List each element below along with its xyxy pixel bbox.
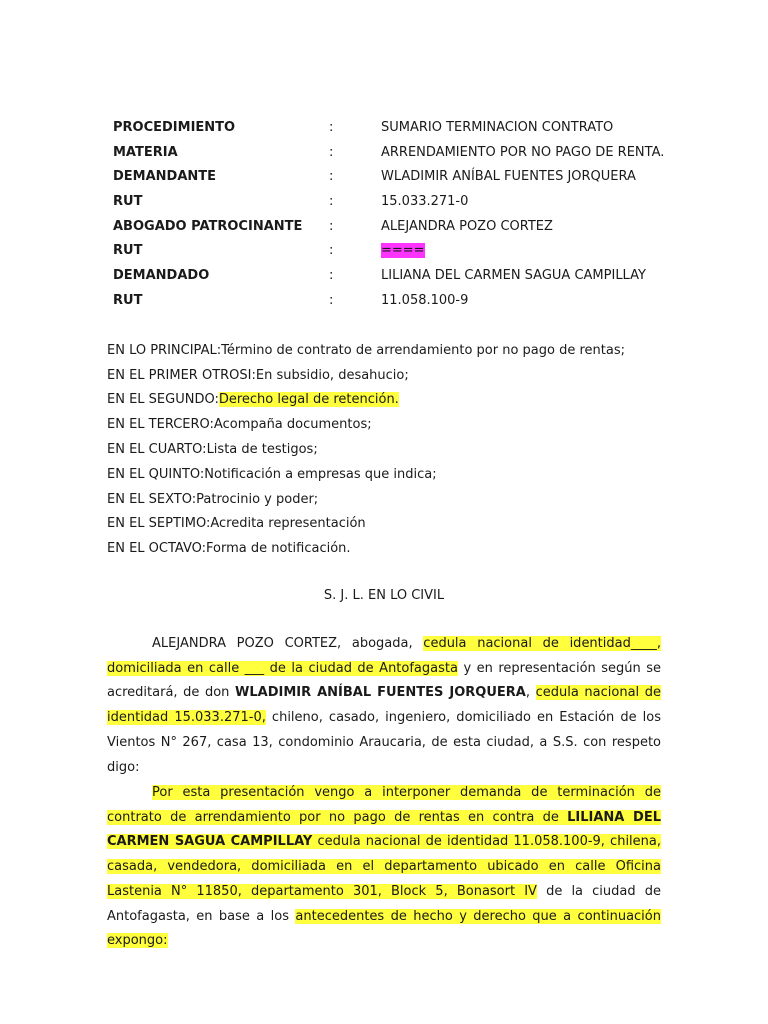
sumilla-prefix: EN EL OCTAVO:	[107, 541, 207, 557]
sumilla-prefix: EN EL SEXTO:	[107, 491, 197, 507]
header-value: SUMARIO TERMINACION CONTRATO	[381, 119, 614, 135]
header-colon: :	[329, 292, 334, 308]
header-row-demandado	[113, 263, 664, 288]
bold-segment: LILIANA DEL CARMEN SAGUA CAMPILLAY	[107, 809, 662, 850]
bold-segment: WLADIMIR ANÍBAL FUENTES JORQUERA	[235, 685, 526, 701]
header-label: MATERIA	[113, 144, 178, 160]
header-row-procedimiento	[113, 115, 664, 140]
text-segment: ,	[525, 685, 536, 701]
header-value: 11.058.100-9	[381, 292, 469, 308]
sumilla-item	[107, 536, 625, 561]
sumilla-text: Forma de notificación.	[206, 541, 351, 557]
sumilla-list	[107, 338, 625, 561]
sumilla-text: Patrocinio y poder;	[196, 491, 319, 507]
header-value: ARRENDAMIENTO POR NO PAGO DE RENTA.	[381, 144, 665, 160]
sumilla-item	[107, 512, 625, 537]
header-value: 15.033.271-0	[381, 193, 469, 209]
highlight-segment: antecedentes de hecho y derecho que a continuación expongo:	[107, 908, 661, 949]
header-value: WLADIMIR ANÍBAL FUENTES JORQUERA	[381, 169, 636, 185]
text-segment: de la ciudad de Antofagasta, en base a los	[107, 883, 661, 924]
sumilla-prefix: EN LO PRINCIPAL:	[107, 342, 222, 358]
sumilla-prefix: EN EL PRIMER OTROSI:	[107, 367, 256, 383]
header-colon: :	[329, 243, 334, 259]
sumilla-text: Notificación a empresas que indica;	[204, 466, 437, 482]
header-colon: :	[329, 267, 334, 283]
header-row-rut-demandado	[113, 288, 664, 313]
sumilla-item	[107, 412, 625, 437]
body-paragraph-1	[107, 632, 661, 780]
sumilla-item	[107, 363, 625, 388]
sumilla-prefix: EN EL TERCERO:	[107, 417, 214, 433]
sumilla-prefix: EN EL SEPTIMO:	[107, 516, 211, 532]
text-segment: chileno, casado, ingeniero, domiciliado en Estación de los Vientos N° 267, casa 13, condominio Araucaria, de esta ciudad, a S.S. con respeto digo:	[107, 710, 661, 775]
header-row-materia	[113, 140, 664, 165]
header-colon: :	[329, 193, 334, 209]
sumilla-text: Lista de testigos;	[206, 442, 318, 458]
header-label: RUT	[113, 193, 143, 209]
court-address: S. J. L. EN LO CIVIL	[323, 588, 445, 603]
highlight-segment: domiciliada en calle ___ de la ciudad de Antofagasta	[107, 660, 458, 676]
header-colon: :	[329, 144, 334, 160]
sumilla-item	[107, 487, 625, 512]
sumilla-text: En subsidio, desahucio;	[255, 367, 409, 383]
sumilla-prefix: EN EL CUARTO:	[107, 442, 207, 458]
highlight-segment	[107, 785, 661, 899]
text-segment: ALEJANDRA POZO CORTEZ, abogada,	[152, 636, 424, 651]
highlight-segment: cedula nacional de identidad____,	[423, 636, 661, 651]
body-paragraph-2	[107, 781, 661, 954]
sumilla-item	[107, 437, 625, 462]
header-value-placeholder: ====	[381, 243, 425, 259]
sumilla-text: Término de contrato de arrendamiento por no pago de rentas;	[221, 342, 625, 358]
header-label: PROCEDIMIENTO	[113, 119, 236, 135]
header-label: DEMANDANTE	[113, 169, 217, 185]
header-colon: :	[329, 169, 334, 185]
sumilla-item	[107, 462, 625, 487]
sumilla-text: Acredita representación	[210, 516, 366, 532]
sumilla-text-highlighted: Derecho legal de retención.	[218, 392, 399, 408]
header-label: RUT	[113, 243, 143, 259]
sumilla-prefix: EN EL QUINTO:	[107, 466, 205, 482]
text-segment: y en representación según se acreditará, de don	[107, 660, 662, 701]
header-colon: :	[329, 119, 334, 135]
sumilla-text: Acompaña documentos;	[213, 417, 372, 433]
header-label: ABOGADO PATROCINANTE	[113, 218, 303, 234]
header-label: DEMANDADO	[113, 267, 210, 283]
header-row-demandante	[113, 164, 664, 189]
header-row-rut-demandante	[113, 189, 664, 214]
sumilla-prefix: EN EL SEGUNDO:	[107, 392, 219, 408]
text-segment: Por esta presentación vengo a interponer demanda de terminación de contrato de arrendamiento por no pago de rentas en contra de	[107, 785, 661, 825]
text-segment: cedula nacional de identidad 11.058.100-9, chilena, casada, vendedora, domiciliada en el departamento ubicado en calle Oficina Lastenia N° 11850, departamento 301, Block 5, Bonasort IV	[107, 834, 661, 899]
header-value: LILIANA DEL CARMEN SAGUA CAMPILLAY	[381, 267, 646, 283]
header-row-abogado	[113, 214, 664, 239]
header-label: RUT	[113, 292, 143, 308]
header-colon: :	[329, 218, 334, 234]
case-header	[113, 115, 664, 313]
sumilla-item	[107, 338, 625, 363]
header-row-rut-abogado	[113, 238, 664, 263]
highlight-segment: cedula nacional de identidad 15.033.271-0,	[107, 685, 661, 726]
sumilla-item	[107, 388, 625, 413]
header-value: ALEJANDRA POZO CORTEZ	[381, 218, 553, 234]
